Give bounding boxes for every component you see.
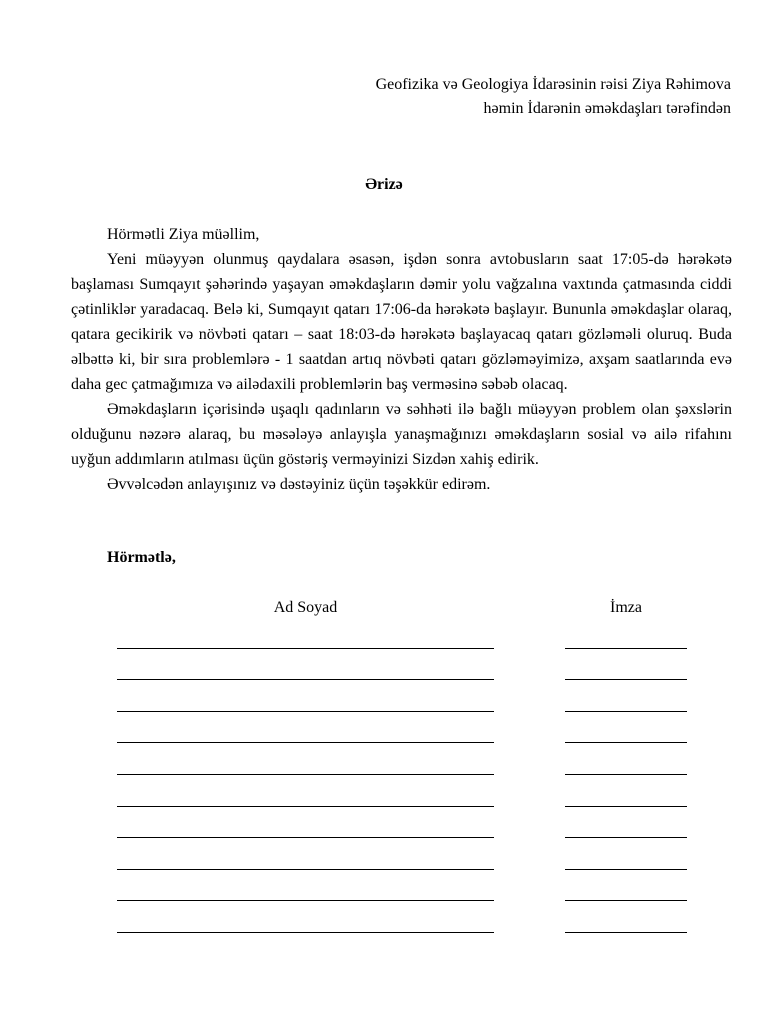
addressee-line-1: Geofizika və Geologiya İdarəsinin rəisi Ziya Rəhimova xyxy=(375,76,731,93)
body-paragraph-2: Əməkdaşların içərisində uşaqlı qadınların və səhhəti ilə bağlı müəyyən problem olan şəxslərin olduğunu nəzərə alaraq, bu məsələyə anlayışla yanaşmağınızı əməkdaşların sosial və ailə rifahını uyğun addımların atılması üçün göstəriş verməyinizi Sizdən xahiş edirik. xyxy=(71,401,732,468)
body-paragraph-1: Yeni müəyyən olunmuş qaydalara əsasən, işdən sonra avtobusların saat 17:05-də hərəkətə başlaması Sumqayıt şəhərində yaşayan əməkdaşların dəmir yolu vağzalına vaxtında çatmasında ciddi çətinliklər yaradacaq. Belə ki, Sumqayıt qatarı 17:06-da hərəkətə başlayır. Bununla əməkdaşlar olaraq, qatara gecikirik və növbəti qatarı – saat 18:03-də hərəkətə başlayacaq qatarı gözləməli oluruq. Buda əlbəttə ki, bir sıra problemlərə - 1 saatdan artıq növbəti qatarı gözləməyimizə, axşam saatlarında evə daha gec çatmağımıza və ailədaxili problemlərin baş verməsinə səbəb olacaq. xyxy=(71,251,732,393)
signature-table xyxy=(117,617,687,933)
signature-row xyxy=(117,870,687,902)
document-title: Ərizə xyxy=(365,176,403,193)
addressee-block xyxy=(376,73,731,121)
signature-row xyxy=(117,743,687,775)
signature-blank-line xyxy=(565,932,687,933)
signature-row xyxy=(117,775,687,807)
salutation: Hörmətli Ziya müəllim, xyxy=(107,226,260,243)
addressee-line-2: həmin İdarənin əməkdaşları tərəfindən xyxy=(483,100,731,117)
signature-row xyxy=(117,617,687,649)
name-blank-line xyxy=(117,932,494,933)
signature-column-header: İmza xyxy=(610,599,642,616)
document-body xyxy=(71,222,732,497)
name-column-header: Ad Soyad xyxy=(273,599,338,616)
signature-row xyxy=(117,680,687,712)
signature-row xyxy=(117,838,687,870)
closing: Hörmətlə, xyxy=(107,549,176,566)
signature-row xyxy=(117,649,687,681)
signature-row xyxy=(117,901,687,933)
signature-row xyxy=(117,712,687,744)
signature-row xyxy=(117,807,687,839)
body-paragraph-3: Əvvəlcədən anlayışınız və dəstəyiniz üçün təşəkkür edirəm. xyxy=(107,476,491,493)
